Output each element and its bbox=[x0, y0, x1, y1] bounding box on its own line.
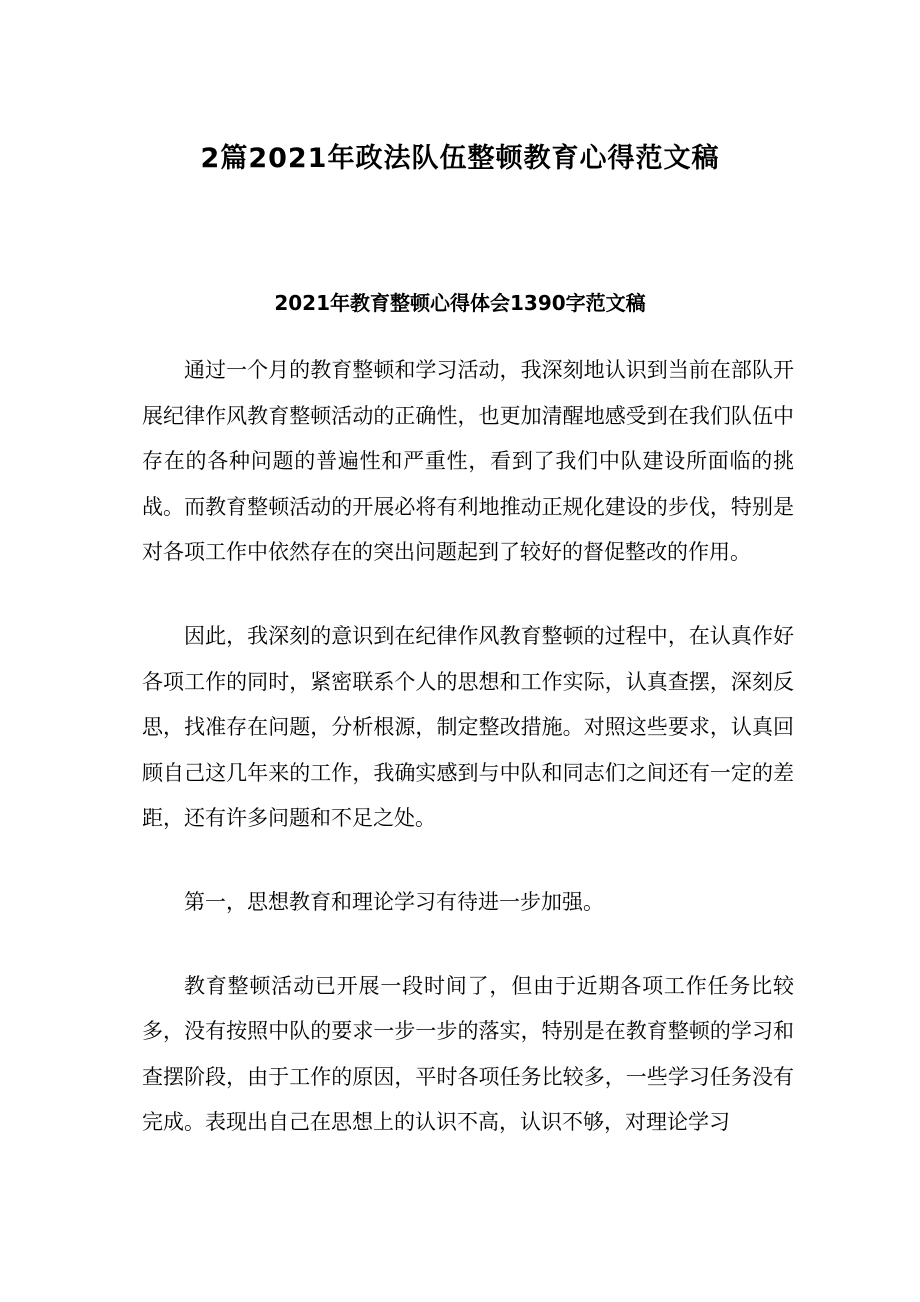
section-title: 2021年教育整顿心得体会1390字范文稿 bbox=[274, 291, 646, 315]
paragraph: 通过一个月的教育整顿和学习活动，我深刻地认识到当前在部队开展纪律作风教育整顿活动的正确性，也更加清醒地感受到在我们队伍中存在的各种问题的普遍性和严重性，看到了我们中队建设所面临的挑战。而教育整顿活动的开展必将有利地推动正规化建设的步伐，特别是对各项工作中依然存在的突出问题起到了较好的督促整改的作用。 bbox=[142, 358, 794, 565]
document-title: 2篇2021年政法队伍整顿教育心得范文稿 bbox=[200, 143, 720, 174]
paragraph: 因此，我深刻的意识到在纪律作风教育整顿的过程中，在认真作好各项工作的同时，紧密联系个人的思想和工作实际，认真查摆，深刻反思，找准存在问题，分析根源，制定整改措施。对照这些要求，认真回顾自己这几年来的工作，我确实感到与中队和同志们之间还有一定的差距，还有许多问题和不足之处。 bbox=[142, 623, 794, 831]
document-body bbox=[142, 348, 794, 1184]
paragraph: 第一，思想教育和理论学习有待进一步加强。 bbox=[184, 889, 604, 914]
paragraph: 教育整顿活动已开展一段时间了，但由于近期各项工作任务比较多，没有按照中队的要求一步一步的落实，特别是在教育整顿的学习和查摆阶段，由于工作的原因，平时各项任务比较多，一些学习任务没有完成。表现出自己在思想上的认识不高，认识不够，对理论学习 bbox=[142, 973, 794, 1135]
